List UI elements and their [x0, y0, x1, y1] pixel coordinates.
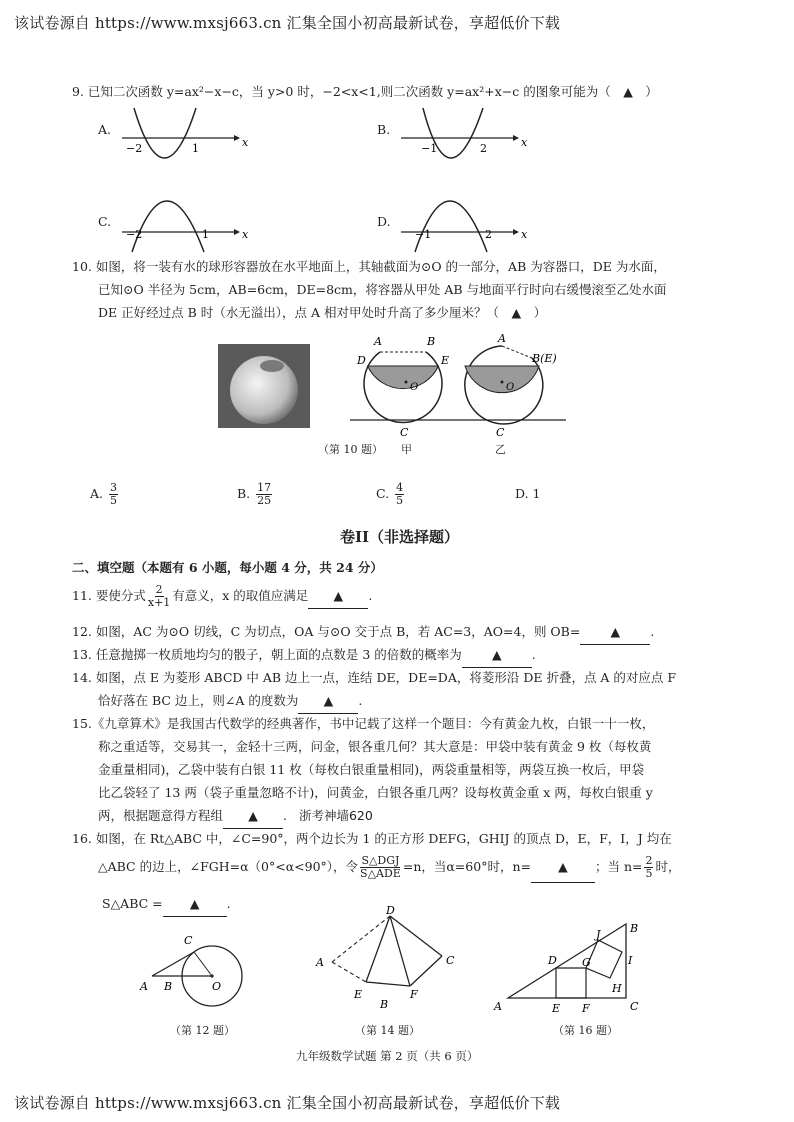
q15-line1: 15.《九章算术》是我国古代数学的经典著作，书中记载了这样一个题目：今有黄金九枚，白银一十一枚，	[72, 716, 655, 731]
q16-ratio-num: S△DGJ	[361, 854, 400, 867]
q16-line2-post: ；当 n=	[594, 859, 643, 874]
q10-label-yi: 乙	[495, 443, 506, 456]
q9-b-axis-label: x	[521, 136, 528, 149]
q13-end: .	[531, 647, 536, 662]
q16-line3-pre: S△ABC =	[102, 896, 163, 911]
q10-line3: DE 正好经过点 B 时（水无溢出），点 A 相对甲处时升高了多少厘米？（ ▲ ）	[98, 305, 547, 320]
q10-option-b	[237, 482, 274, 507]
fig12-label-O: O	[212, 980, 222, 993]
q12-text: 12. 如图，AC 为⊙O 切线，C 为切点，OA 与⊙O 交于点 B，若 AC=3，AO=4，则 OB=	[72, 624, 581, 639]
q10-option-c-num: 4	[396, 481, 404, 494]
q16-line2-mid: =n，当α=60°时，n=	[402, 859, 531, 874]
q10-option-c	[376, 482, 406, 507]
q12-answer-blank[interactable]: ▲	[580, 620, 650, 645]
q14-answer-blank[interactable]: ▲	[298, 689, 358, 714]
q10-option-b-den: 25	[257, 494, 272, 507]
q10-line1: 10. 如图，将一装有水的球形容器放在水平地面上，其轴截面为⊙O 的一部分，AB 为容器口，DE 为水面，	[72, 259, 666, 274]
q15-line3: 金重量相同)，乙袋中装有白银 11 枚（每枚白银重量相同)，两袋重量相等，两袋互换一枚后，甲袋	[98, 762, 645, 777]
q15-line5	[98, 804, 373, 829]
fig16-label-J: J	[596, 928, 601, 941]
fig12-caption: （第 12 题）	[170, 1024, 235, 1037]
q9-option-d-label: D.	[377, 214, 391, 229]
fig16-label-C: C	[630, 1000, 639, 1013]
q10-diagram	[330, 330, 580, 442]
section2-title: 卷II（非选择题）	[340, 528, 460, 546]
q9-d-left-root: −1	[415, 228, 432, 241]
fig16-label-B: B	[630, 922, 639, 935]
fig16-label-H: H	[612, 982, 622, 995]
q10-yi-label-O: O	[506, 382, 515, 393]
fig14-label-E: E	[354, 988, 363, 1001]
fig16-label-G: G	[582, 956, 591, 969]
q16-n-num: 2	[645, 854, 653, 867]
q10-option-b-label: B.	[237, 486, 251, 501]
q11-end: .	[368, 588, 373, 603]
q12	[72, 620, 654, 645]
q15-line2: 称之重适等，交易其一，金轻十三两，问金，银各重几何？其大意是：甲袋中装有黄金 9 枚（每枚黄	[98, 739, 652, 754]
q10-yi-label-C: C	[496, 426, 505, 439]
q9-graph-c	[122, 180, 282, 254]
q9-b-left-root: −1	[421, 142, 438, 155]
fig14-label-D: D	[386, 904, 395, 917]
source-banner-bottom: 该试卷源自 https://www.mxsj663.cn 汇集全国小初高最新试卷，享超低价下载	[14, 1094, 561, 1112]
part2-heading: 二、填空题（本题有 6 小题，每小题 4 分，共 24 分）	[72, 560, 383, 575]
q10-option-a-label: A.	[90, 486, 104, 501]
q16-answer-blank-1[interactable]: ▲	[531, 852, 595, 883]
fig14-label-C: C	[446, 954, 455, 967]
q14-line2	[98, 689, 362, 714]
q11-post: 有意义，x 的取值应满足	[172, 588, 309, 603]
q10-jia-label-E: E	[441, 354, 450, 367]
fig12-label-B: B	[164, 980, 173, 993]
q10-option-d	[515, 482, 541, 506]
q14-line2-text: 恰好落在 BC 边上，则∠A 的度数为	[98, 693, 299, 708]
q10-option-b-num: 17	[257, 481, 272, 494]
q16-line1: 16. 如图，在 Rt△ABC 中，∠C=90°，两个边长为 1 的正方形 DEFG，GHIJ 的顶点 D，E，F，I，J 均在	[72, 831, 672, 846]
q10-sphere-photo	[218, 344, 310, 428]
q9-b-right-root: 2	[480, 142, 487, 155]
q16-line2	[98, 852, 680, 883]
q10-option-d-label: D.	[515, 486, 529, 501]
q15-watermark: 浙考神墙620	[298, 808, 373, 823]
q9-c-axis-label: x	[242, 228, 249, 241]
q11	[72, 584, 372, 609]
q10-jia-label-A: A	[374, 335, 382, 348]
fig12-diagram	[132, 928, 262, 1008]
q16-answer-blank-2[interactable]: ▲	[163, 892, 227, 917]
fig14-caption: （第 14 题）	[355, 1024, 420, 1037]
source-banner-top: 该试卷源自 https://www.mxsj663.cn 汇集全国小初高最新试卷，享超低价下载	[14, 14, 561, 32]
fig14-label-B: B	[380, 998, 389, 1011]
q10-label-jia: 甲	[401, 443, 412, 456]
q9-a-right-root: 1	[192, 142, 199, 155]
q10-figure-caption: （第 10 题）	[318, 443, 383, 456]
q10-yi-label-A: A	[498, 332, 506, 345]
fig14-label-A: A	[316, 956, 324, 969]
fig16-label-D: D	[548, 954, 557, 967]
q9-graph-d	[401, 180, 561, 254]
q11-num: 2	[155, 583, 163, 596]
q9-d-axis-label: x	[521, 228, 528, 241]
q9-a-left-root: −2	[126, 142, 143, 155]
q9-graph-a	[122, 108, 282, 176]
q13-answer-blank[interactable]: ▲	[462, 643, 532, 668]
fig16-label-A: A	[494, 1000, 502, 1013]
q10-option-a-num: 3	[110, 481, 117, 494]
q10-option-a-den: 5	[110, 494, 117, 507]
q16-ratio-den: S△ADE	[360, 867, 401, 880]
q14-line1: 14. 如图，点 E 为菱形 ABCD 中 AB 边上一点，连结 DE，DE=DA，将菱形沿 DE 折叠，点 A 的对应点 F	[72, 670, 677, 685]
q9-option-c-label: C.	[98, 214, 112, 229]
q10-jia-label-C: C	[400, 426, 409, 439]
fig16-label-I: I	[628, 954, 633, 967]
fig16-label-F: F	[582, 1002, 590, 1015]
q9-text: 9. 已知二次函数 y=ax²−x−c，当 y>0 时，−2<x<1,则二次函数 y=ax²+x−c 的图象可能为（ ▲ ）	[72, 84, 658, 99]
q11-pre: 11. 要使分式	[72, 588, 146, 603]
q10-jia-label-B: B	[427, 335, 436, 348]
q9-c-left-root: −2	[126, 228, 143, 241]
fig16-label-E: E	[552, 1002, 561, 1015]
q13	[72, 643, 536, 668]
q10-option-d-value: 1	[532, 486, 541, 501]
page-footer: 九年级数学试题 第 2 页（共 6 页）	[296, 1049, 479, 1063]
fig16-caption: （第 16 题）	[553, 1024, 618, 1037]
q14-end: .	[358, 693, 363, 708]
q16-end: .	[226, 896, 231, 911]
q10-jia-label-O: O	[410, 382, 419, 393]
q9-option-b-label: B.	[377, 122, 391, 137]
q9-d-right-root: 2	[485, 228, 492, 241]
fig12-label-A: A	[140, 980, 148, 993]
q9-c-right-root: 1	[202, 228, 209, 241]
q10-line2: 已知⊙O 半径为 5cm，AB=6cm，DE=8cm，将容器从甲处 AB 与地面平行时向右缓慢滚至乙处水面	[98, 282, 667, 297]
q13-text: 13. 任意抛掷一枚质地均匀的骰子，朝上面的点数是 3 的倍数的概率为	[72, 647, 462, 662]
q16-line2-pre: △ABC 的边上，∠FGH=α（0°<α<90°），令	[98, 859, 359, 874]
q16-n-den: 5	[645, 867, 653, 880]
q9-option-a-label: A.	[98, 122, 112, 137]
q11-answer-blank[interactable]: ▲	[308, 584, 368, 609]
q15-end: .	[283, 808, 287, 823]
fig16-diagram	[490, 912, 650, 1016]
q15-line5-text: 两，根据题意得方程组	[98, 808, 224, 823]
q9-a-axis-label: x	[242, 136, 249, 149]
fig14-label-F: F	[410, 988, 418, 1001]
q10-option-a	[90, 482, 120, 507]
q16-line3	[102, 892, 231, 917]
q11-den: x+1	[147, 596, 171, 609]
q10-option-c-label: C.	[376, 486, 390, 501]
q15-answer-blank[interactable]: ▲	[223, 804, 283, 829]
q10-yi-label-BE: B(E)	[532, 352, 557, 365]
q15-line4: 比乙袋轻了 13 两（袋子重量忽略不计)，问黄金，白银各重几两？设每枚黄金重 x 两，每枚白银重 y	[98, 785, 653, 800]
q12-end: .	[650, 624, 655, 639]
q10-jia-label-D: D	[357, 354, 366, 367]
fig14-diagram	[310, 904, 470, 1014]
q10-option-c-den: 5	[396, 494, 404, 507]
q16-line2-end: 时，	[655, 859, 681, 874]
q9-graph-b	[401, 108, 561, 176]
fig12-label-C: C	[184, 934, 193, 947]
